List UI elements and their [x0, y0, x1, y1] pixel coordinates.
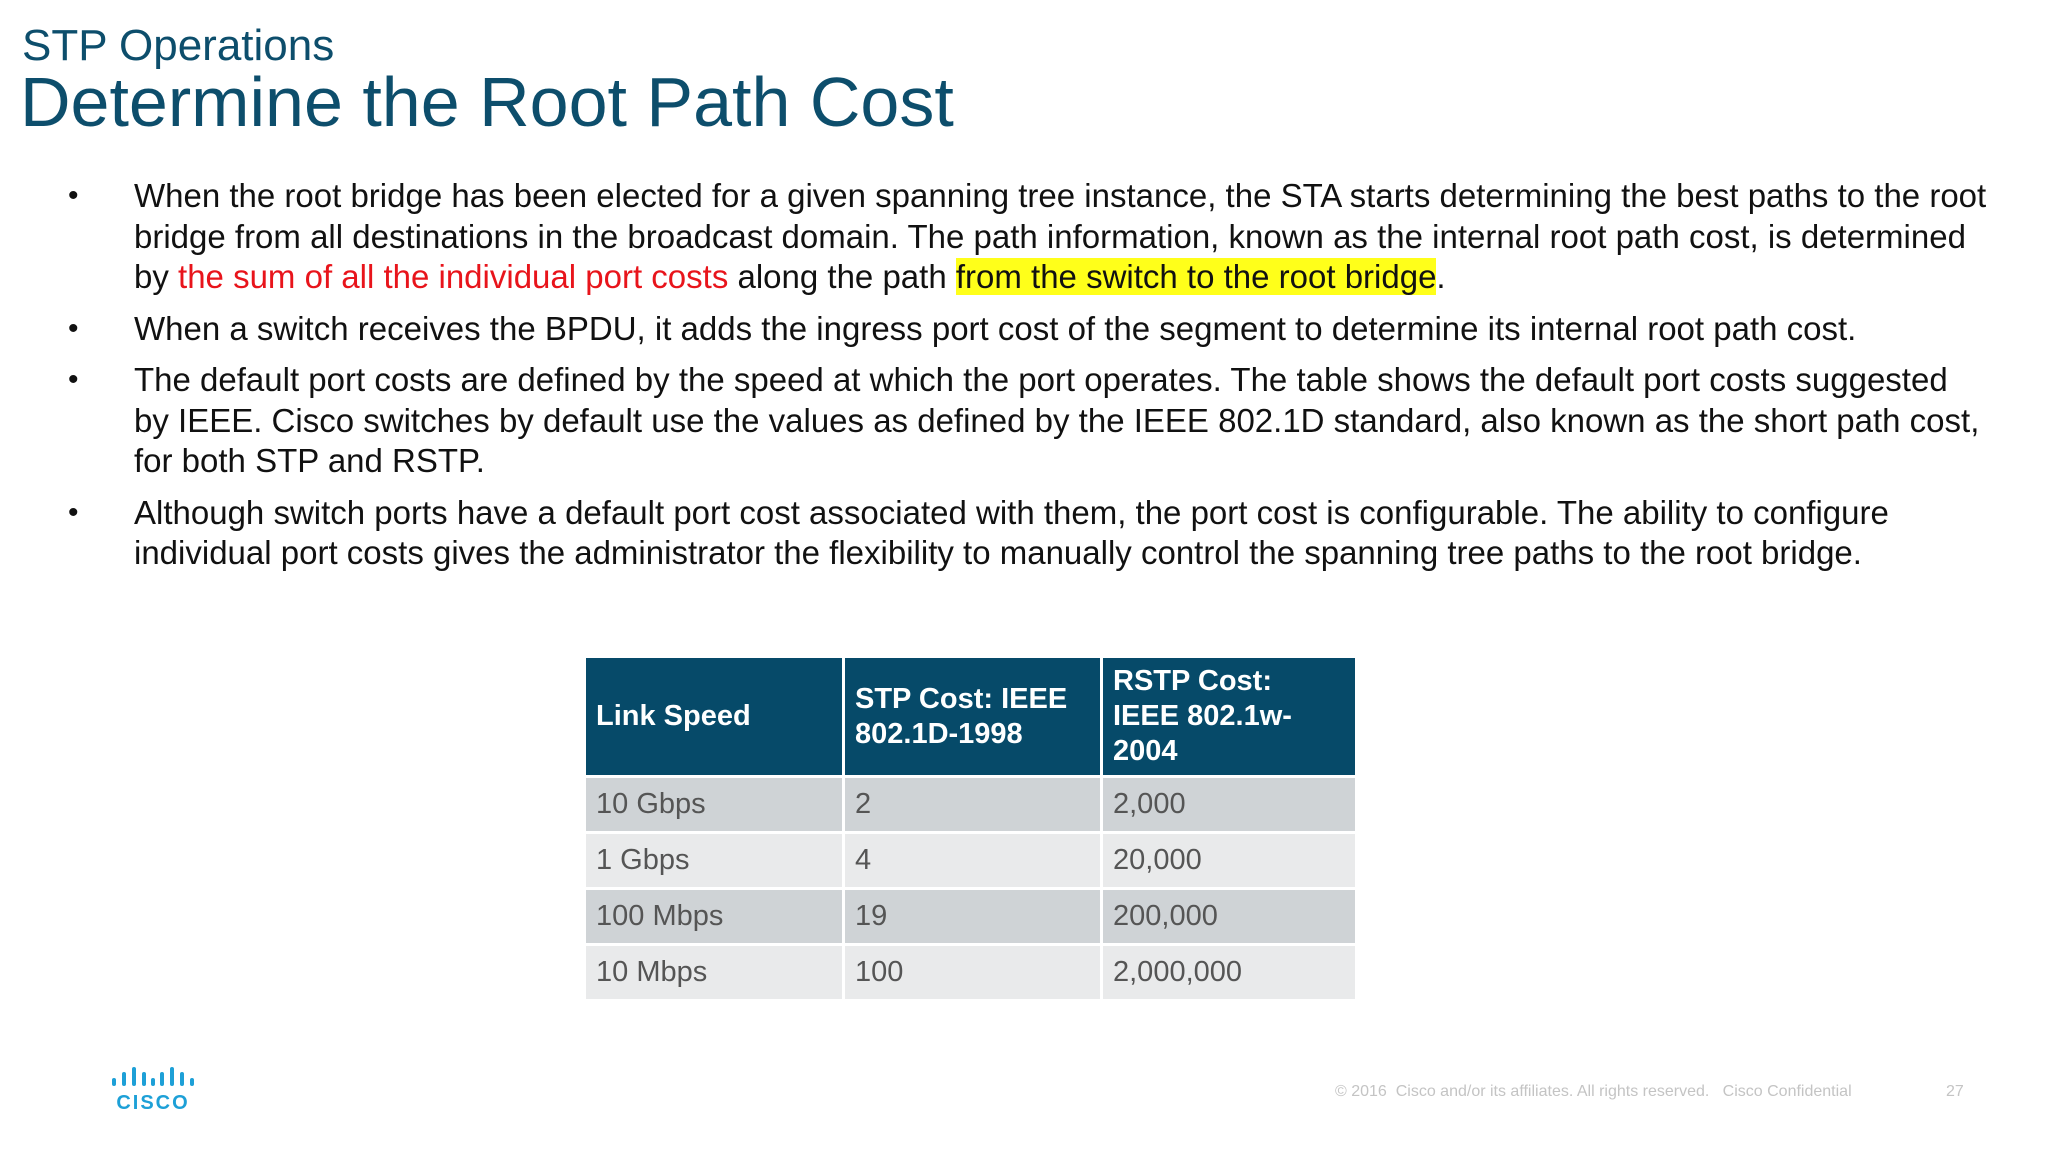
- table-row: [586, 834, 1355, 887]
- table-cell: 2,000: [1103, 778, 1355, 831]
- table-cell: 100: [845, 946, 1100, 999]
- bullet-text: .: [1436, 258, 1446, 295]
- slide-subtitle: STP Operations: [22, 21, 335, 70]
- port-cost-table: [583, 655, 1358, 1002]
- table-header-rstp-cost: RSTP Cost: IEEE 802.1w-2004: [1103, 658, 1355, 775]
- bullet-item: [68, 360, 1988, 482]
- footer-copyright: © 2016 Cisco and/or its affiliates. All rights reserved. Cisco Confidential: [1335, 1083, 1852, 1100]
- table-cell: 20,000: [1103, 834, 1355, 887]
- table-cell: 2: [845, 778, 1100, 831]
- bullet-item: [68, 176, 1988, 298]
- table-cell: 19: [845, 890, 1100, 943]
- table-header-row: [586, 658, 1355, 775]
- table-header-stp-cost: STP Cost: IEEE 802.1D-1998: [845, 658, 1100, 775]
- table-cell: 2,000,000: [1103, 946, 1355, 999]
- bullet-mark: •: [68, 495, 79, 529]
- bullet-list: [68, 176, 1988, 585]
- cisco-logo: [110, 1066, 196, 1116]
- table-cell: 100 Mbps: [586, 890, 842, 943]
- table-cell: 10 Mbps: [586, 946, 842, 999]
- bullet-text: When a switch receives the BPDU, it adds the ingress port cost of the segment to determine its internal root path cost.: [134, 309, 1857, 347]
- slide-title: Determine the Root Path Cost: [20, 63, 954, 141]
- table-row: [586, 778, 1355, 831]
- bullet-mark: •: [68, 311, 79, 345]
- table-cell: 4: [845, 834, 1100, 887]
- table-cell: 200,000: [1103, 890, 1355, 943]
- table-row: [586, 946, 1355, 999]
- table-header-link-speed: Link Speed: [586, 658, 842, 775]
- table-row: [586, 890, 1355, 943]
- bullet-text: along the path: [728, 258, 956, 295]
- cisco-logo-text: CISCO: [116, 1092, 190, 1114]
- table-cell: 1 Gbps: [586, 834, 842, 887]
- bullet-item: [68, 493, 1988, 574]
- bullet-item: [68, 309, 1988, 350]
- bullet-mark: •: [68, 363, 79, 396]
- bullet-mark: •: [68, 179, 79, 212]
- table-cell: 10 Gbps: [586, 778, 842, 831]
- bullet-text-highlight: from the switch to the root bridge: [955, 258, 1437, 295]
- page-number: 27: [1946, 1083, 1964, 1100]
- cisco-bars-icon: [110, 1066, 196, 1090]
- bullet-text: When the root bridge has been elected for a given spanning tree instance, the STA starts determining the best paths to the root bridge from all destinations in the broadcast domain. The path information, known as the internal root path cost, is determined by: [134, 177, 1987, 295]
- bullet-text-red: the sum of all the individual port costs: [178, 258, 729, 295]
- bullet-text: The default port costs are defined by the speed at which the port operates. The table shows the default port costs suggested by IEEE. Cisco switches by default use the values as defined by the IEEE 802.1D standard, also known as the short path cost, for both STP and RSTP.: [134, 361, 1980, 479]
- bullet-text: Although switch ports have a default port cost associated with them, the port cost is configurable. The ability to configure individual port costs gives the administrator the flexibility to manually control the spanning tree paths to the root bridge.: [134, 493, 1889, 571]
